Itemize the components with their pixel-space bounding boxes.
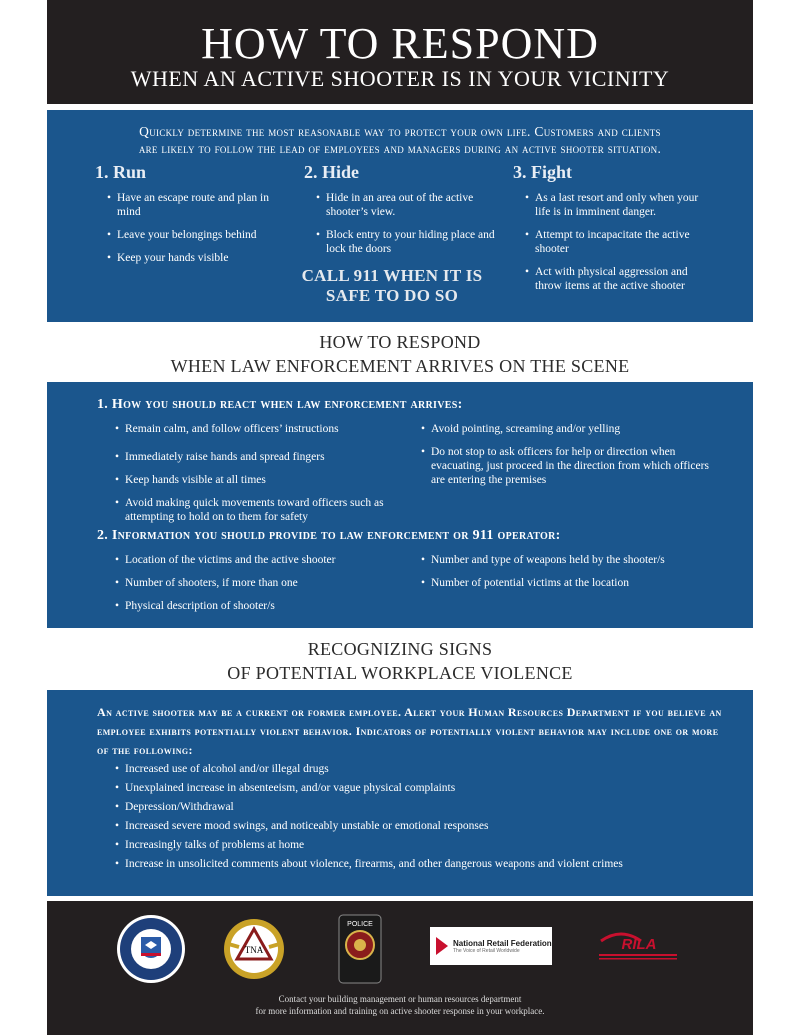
active-shooter-section — [47, 110, 753, 322]
list-item: • Increasingly talks of problems at home — [103, 838, 743, 852]
workplace-violence-heading-line-2: OF POTENTIAL WORKPLACE VIOLENCE — [227, 663, 573, 683]
workplace-violence-section — [47, 690, 753, 896]
workplace-violence-heading-line-1: RECOGNIZING SIGNS — [307, 639, 493, 659]
list-item: • Number of potential victims at the location — [409, 576, 719, 590]
information-list-left — [103, 553, 413, 622]
list-item: • Attempt to incapacitate the active shooter — [513, 228, 713, 256]
page-title: HOW TO RESPOND — [201, 19, 599, 68]
list-item: • Avoid pointing, screaming and/or yelling — [409, 422, 719, 436]
list-item: • As a last resort and only when your life is in imminent danger. — [513, 191, 713, 219]
run-column — [95, 162, 295, 274]
law-enforcement-section — [47, 382, 753, 628]
react-subheading: 1. How you should react when law enforcement arrives: — [97, 397, 463, 412]
nrf-name: National Retail Federation — [453, 938, 552, 948]
list-item: • Increased use of alcohol and/or illegal drugs — [103, 762, 743, 776]
workplace-violence-heading — [0, 637, 800, 685]
react-list-left — [103, 422, 413, 533]
hide-column — [304, 162, 504, 265]
list-item: • Number of shooters, if more than one — [103, 576, 413, 590]
list-item: • Location of the victims and the active shooter — [103, 553, 413, 567]
fight-list — [513, 191, 713, 293]
footer-note — [47, 993, 753, 1017]
list-item: • Leave your belongings behind — [95, 228, 295, 242]
list-item: • Keep your hands visible — [95, 251, 295, 265]
react-list-right — [409, 422, 719, 496]
warning-paragraph: An active shooter may be a current or former employee. Alert your Human Resources Department if you believe an employee exhibits potentially violent behavior. Indicators of potentially violent behavior may include one or more of the following: — [97, 705, 722, 757]
list-item: • Do not stop to ask officers for help or direction when evacuating, just proceed in the direction from which officers are entering the premises — [409, 445, 719, 487]
intro-line-2: are likely to follow the lead of employees and managers during an active shooter situation. — [138, 141, 662, 156]
fight-heading: 3. Fight — [513, 162, 573, 182]
law-enforcement-heading-line-2: WHEN LAW ENFORCEMENT ARRIVES ON THE SCENE — [170, 356, 630, 376]
police-logo-text: POLICE — [347, 921, 373, 928]
footer-line-2: for more information and training on active shooter response in your workplace. — [255, 1006, 545, 1016]
list-item: • Remain calm, and follow officers’ instructions — [103, 422, 413, 436]
footer — [47, 901, 753, 1035]
list-item: • Keep hands visible at all times — [103, 473, 413, 487]
list-item: • Increase in unsolicited comments about violence, firearms, and other dangerous weapons and violent crimes — [103, 857, 743, 871]
dhs-seal-logo — [115, 913, 187, 990]
list-item: • Depression/Withdrawal — [103, 800, 743, 814]
police-badge-logo — [337, 913, 383, 990]
list-item: • Physical description of shooter/s — [103, 599, 413, 613]
call-911-notice: CALL 911 WHEN IT IS SAFE TO DO SO — [301, 266, 483, 305]
rila-logo-text: RILA — [621, 936, 657, 953]
information-subheading: 2. Information you should provide to law enforcement or 911 operator: — [97, 528, 561, 543]
footer-line-1: Contact your building management or human resources department — [278, 994, 522, 1004]
list-item: • Increased severe mood swings, and noticeably unstable or emotional responses — [103, 819, 743, 833]
fight-column — [513, 162, 713, 302]
run-heading: 1. Run — [95, 162, 147, 182]
title-banner — [47, 0, 753, 104]
list-item: • Unexplained increase in absenteeism, and/or vague physical complaints — [103, 781, 743, 795]
hide-heading: 2. Hide — [304, 162, 360, 182]
list-item: • Avoid making quick movements toward officers such as attempting to hold on to them for safety — [103, 496, 413, 524]
nrf-logo — [430, 927, 552, 965]
rila-logo — [595, 925, 681, 970]
page-subtitle: WHEN AN ACTIVE SHOOTER IS IN YOUR VICINITY — [130, 66, 670, 91]
tna-emblem-logo — [219, 913, 289, 990]
nrf-tagline: The Voice of Retail Worldwide — [453, 947, 520, 954]
law-enforcement-heading-line-1: HOW TO RESPOND — [319, 332, 481, 352]
list-item: • Have an escape route and plan in mind — [95, 191, 295, 219]
run-list — [95, 191, 295, 265]
indicator-list — [103, 762, 743, 876]
list-item: • Hide in an area out of the active shooter’s view. — [304, 191, 504, 219]
list-item: • Block entry to your hiding place and lock the doors — [304, 228, 504, 256]
list-item: • Number and type of weapons held by the shooter/s — [409, 553, 719, 567]
list-item: • Immediately raise hands and spread fingers — [103, 450, 413, 464]
information-list-right — [409, 553, 719, 599]
hide-list — [304, 191, 504, 256]
tna-logo-text: TNA — [244, 945, 264, 955]
intro-line-1: Quickly determine the most reasonable way to protect your own life. Customers and clients — [139, 124, 661, 139]
law-enforcement-heading — [0, 330, 800, 378]
list-item: • Act with physical aggression and throw items at the active shooter — [513, 265, 713, 293]
